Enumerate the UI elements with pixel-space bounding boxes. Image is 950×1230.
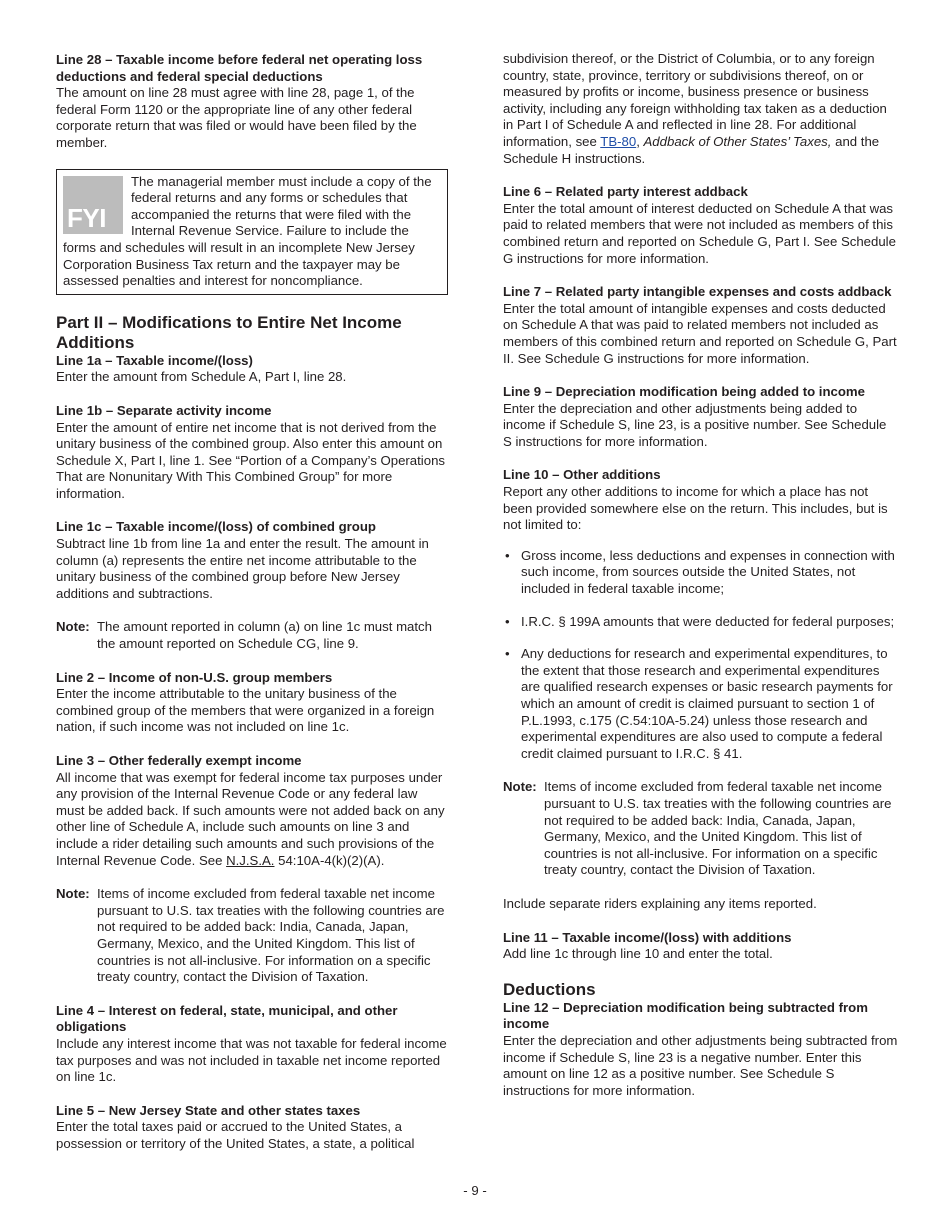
line-1a-heading: Line 1a – Taxable income/(loss) bbox=[56, 352, 253, 368]
line-10-heading: Line 10 – Other additions bbox=[503, 467, 661, 483]
line-1c-section bbox=[56, 519, 448, 602]
line-10-body: Report any other additions to income for which a place has not been provided somewhere else on the return. This includes, but is not limited to: bbox=[503, 484, 888, 533]
list-item: • I.R.C. § 199A amounts that were deducted for federal purposes; bbox=[503, 614, 898, 631]
fyi-text: The managerial member must include a copy of the federal returns and any forms or schedules that accompanied the returns that were filed with the Internal Revenue Service. Failure to include the forms and schedules will result in an incomplete New Jersey Corporation Business Tax return and the taxpayer may be assessed penalties and interest for noncompliance. bbox=[63, 173, 432, 289]
part-2-title: Part II – Modifications to Entire Net Income bbox=[56, 312, 402, 332]
note-label: Note: bbox=[56, 886, 90, 902]
line-12-heading: Line 12 – Depreciation modification being subtracted from income bbox=[503, 999, 868, 1032]
fyi-icon: FYI bbox=[63, 176, 123, 234]
line-9-heading: Line 9 – Depreciation modification being added to income bbox=[503, 384, 865, 400]
line-1a-section bbox=[56, 353, 448, 386]
line-12-body: Enter the depreciation and other adjustments being subtracted from income if Schedule S, line 23 is a negative number. Enter this amount on line 12 as a positive number. See Schedule S instructions for more information. bbox=[503, 1032, 898, 1098]
line-28-heading: Line 28 – Taxable income before federal net operating loss deductions and federal special deductions bbox=[56, 52, 423, 84]
line-1b-heading: Line 1b – Separate activity income bbox=[56, 402, 272, 418]
note-tax-treaties-right bbox=[503, 779, 898, 879]
publication-title: Addback of Other States’ Taxes, bbox=[643, 133, 832, 149]
note-label: Note: bbox=[503, 779, 537, 795]
line-9-body: Enter the depreciation and other adjustments being added to income if Schedule S, line 23, is a positive number. See Schedule S instructions for more information. bbox=[503, 400, 887, 449]
line-4-heading: Line 4 – Interest on federal, state, municipal, and other obligations bbox=[56, 1002, 398, 1035]
line-3-section bbox=[56, 753, 448, 869]
left-column bbox=[56, 52, 448, 1152]
line-3-body: All income that was exempt for federal income tax purposes under any provision of the Internal Revenue Code or any federal law must be added back. If such amounts were not added back on any other line of Schedule A, include such amounts on line 3 and include a rider detailing such amounts and such provisions of the Internal Revenue Code. See N.J.S.A. 54:10A-4(k)(2)(A). bbox=[56, 769, 445, 868]
line-4-section bbox=[56, 1003, 448, 1086]
statute-reference: N.J.S.A. bbox=[226, 852, 275, 868]
line-1a-body: Enter the amount from Schedule A, Part I, line 28. bbox=[56, 369, 347, 385]
line-5-continued-body: subdivision thereof, or the District of Columbia, or to any foreign country, state, province, territory or subdivisions thereof, on or measured by profits or income, business presence or business activity, including any foreign withholding tax taken as a deduction in Part I of Schedule A and reflected in line 28. For additional information, see TB-80, Addback of Other States’ Taxes, and the Schedule H instructions. bbox=[503, 51, 887, 166]
line-11-section bbox=[503, 930, 898, 963]
note-text: Items of income excluded from federal taxable net income pursuant to U.S. tax treaties with the following countries are not required to be added back: India, Canada, Japan, Germany, Mexico, and the United Kingdom. This list of countries is not all-inclusive. For information on a specific treaty country, contact the Division of Taxation. bbox=[544, 779, 892, 878]
line-2-heading: Line 2 – Income of non-U.S. group members bbox=[56, 669, 333, 685]
note-line-1c bbox=[56, 619, 448, 652]
line-6-heading: Line 6 – Related party interest addback bbox=[503, 184, 748, 200]
line-7-heading: Line 7 – Related party intangible expenses and costs addback bbox=[503, 284, 892, 300]
line-2-body: Enter the income attributable to the unitary business of the combined group of the members that were organized in a foreign nation, if such income was not included on line 1c. bbox=[56, 686, 435, 735]
right-column bbox=[503, 51, 898, 1099]
line-11-heading: Line 11 – Taxable income/(loss) with additions bbox=[503, 929, 792, 945]
line-6-body: Enter the total amount of interest deducted on Schedule A that was paid to related members that were not included as members of this combined return and reported on Schedule G, Part I. See Schedule G instructions for more information. bbox=[503, 200, 896, 266]
note-text: The amount reported in column (a) on line 1c must match the amount reported on Schedule CG, line 9. bbox=[97, 619, 432, 652]
other-additions-list bbox=[503, 548, 898, 763]
line-7-section bbox=[503, 284, 898, 367]
line-12-section bbox=[503, 1000, 898, 1100]
line-5-body: Enter the total taxes paid or accrued to the United States, a possession or territory of the United States, a state, a political bbox=[56, 1119, 415, 1151]
line-28-section bbox=[56, 52, 448, 152]
line-6-section bbox=[503, 184, 898, 267]
note-tax-treaties bbox=[56, 886, 448, 986]
list-item: • Gross income, less deductions and expenses in connection with such income, from sources outside the United States, not included in federal taxable income; bbox=[503, 548, 898, 598]
line-1c-heading: Line 1c – Taxable income/(loss) of combined group bbox=[56, 519, 376, 535]
line-3-heading: Line 3 – Other federally exempt income bbox=[56, 753, 302, 768]
line-1c-body: Subtract line 1b from line 1a and enter the result. The amount in column (a) represents the entire net income attributable to the unitary business of the combined group before New Jersey additions and subtractions. bbox=[56, 536, 429, 601]
note-text: Items of income excluded from federal taxable net income pursuant to U.S. tax treaties with the following countries are not required to be added back: India, Canada, Japan, Germany, Mexico, and the United Kingdom. This list of countries is not all-inclusive. For information on a specific treaty country, contact the Division of Taxation. bbox=[97, 886, 445, 985]
riders-instruction: Include separate riders explaining any items reported. bbox=[503, 895, 817, 911]
line-1b-section bbox=[56, 403, 448, 503]
line-10-section bbox=[503, 467, 898, 533]
line-7-body: Enter the total amount of intangible expenses and costs deducted on Schedule A that was paid to related members not included as members of this combined return and reported on Schedule G, Part II. See Schedule G instructions for more information. bbox=[503, 300, 897, 366]
tb-80-link[interactable]: TB-80 bbox=[600, 133, 637, 149]
page-number: - 9 - bbox=[463, 1183, 487, 1198]
additions-heading: Additions bbox=[56, 332, 135, 352]
line-5-heading: Line 5 – New Jersey State and other states taxes bbox=[56, 1102, 361, 1118]
line-28-body: The amount on line 28 must agree with line 28, page 1, of the federal Form 1120 or the appropriate line of any other federal corporate return that was filed or would have been filed by the member. bbox=[56, 85, 417, 150]
note-label: Note: bbox=[56, 619, 90, 635]
line-1b-body: Enter the amount of entire net income that is not derived from the unitary business of the combined group. Also enter this amount on Schedule X, Part I, line 1. See “Portion of a Company’s Operations That are Nonunitary With This Combined Group” for more information. bbox=[56, 419, 445, 501]
line-5-section bbox=[56, 1103, 448, 1153]
list-item: • Any deductions for research and experimental expenditures, to the extent that those research and experimental expenditures are qualified research expenses or basic research payments for which an amount of credit is claimed pursuant to section 1 of P.L.1993, c.175 (C.54:10A-5.24) unless those research and experimental expenditures are also used to compute a federal credit claimed pursuant to I.R.C. § 41. bbox=[503, 646, 898, 762]
deductions-heading: Deductions bbox=[503, 979, 596, 999]
line-2-section bbox=[56, 670, 448, 736]
line-9-section bbox=[503, 384, 898, 450]
line-5-continued bbox=[503, 51, 898, 167]
line-4-body: Include any interest income that was not taxable for federal income tax purposes and was not included in taxable net income reported on line 1c. bbox=[56, 1035, 447, 1085]
line-11-body: Add line 1c through line 10 and enter the total. bbox=[503, 946, 773, 962]
fyi-callout bbox=[56, 169, 448, 295]
